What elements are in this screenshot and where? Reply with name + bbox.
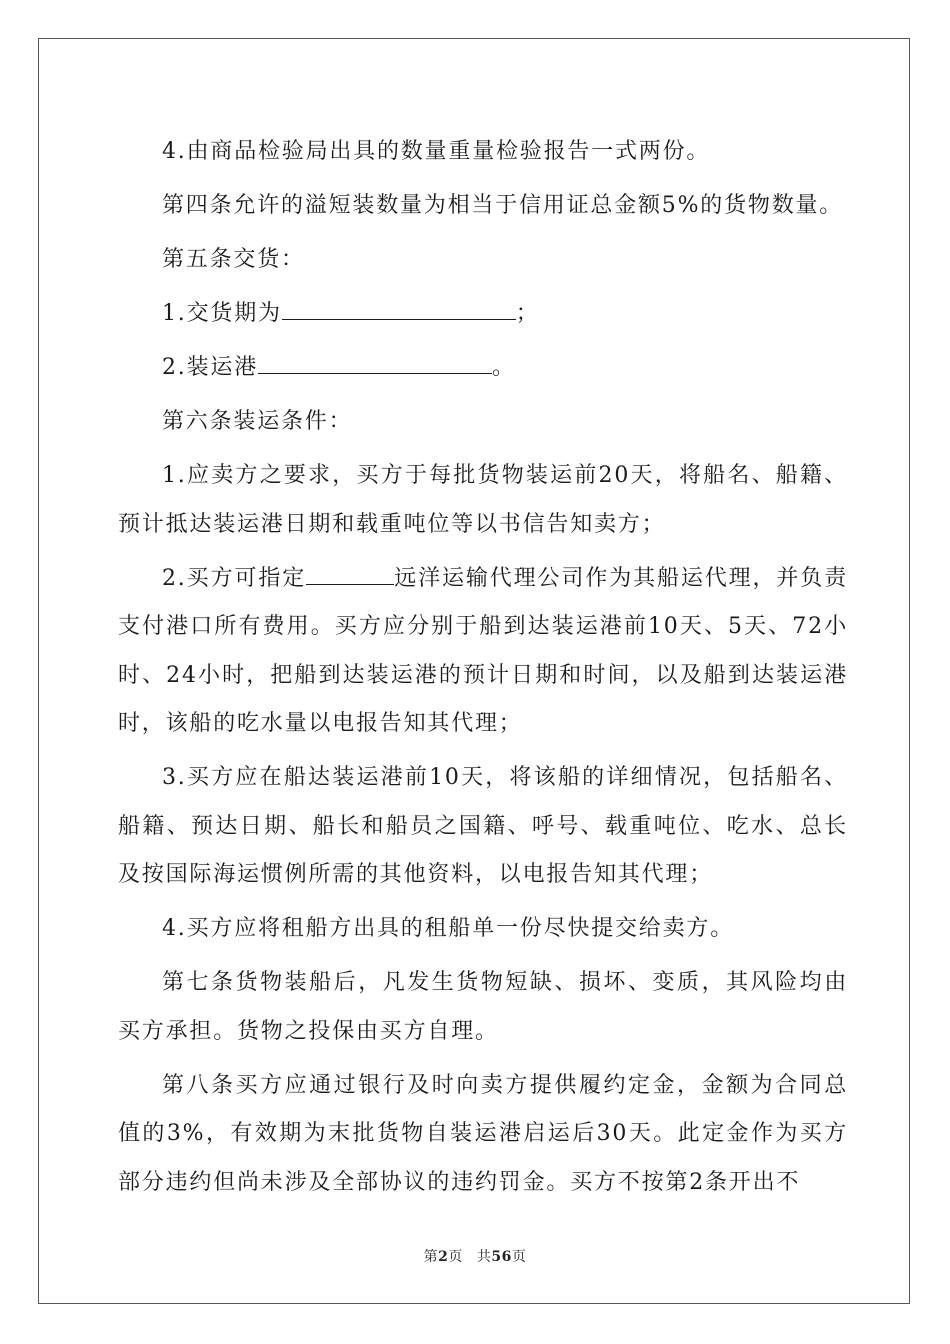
delivery-period-punct: ； xyxy=(515,301,540,326)
shipping-agent-blank xyxy=(306,560,394,585)
paragraph-article-5-heading: 第五条交货： xyxy=(162,247,305,272)
paragraph-article-7: 第七条货物装船后，凡发生货物短缺、损坏、变质，其风险均由买方承担。货物之投保由买方自理。 xyxy=(118,970,848,1044)
paragraph-shipping-agent xyxy=(118,555,848,749)
shipping-agent-label: 2.买方可指定 xyxy=(162,565,307,591)
loading-port-punct: 。 xyxy=(492,355,516,380)
document-body xyxy=(118,128,848,1213)
delivery-period-blank xyxy=(282,295,516,320)
page-prefix: 第 xyxy=(423,1249,439,1265)
shipping-agent-text: 远洋运输代理公司作为其船运代理，并负责支付港口所有费用。买方应分别于船到达装运港前10天、5天、72小时、24小时，把船到达装运港的预计日期和时间，以及船到达装运港时，该船的吃水量以电报告知其代理； xyxy=(118,565,849,736)
loading-port-blank xyxy=(258,349,492,374)
page-footer xyxy=(0,1246,950,1266)
paragraph-article-8: 第八条买方应通过银行及时向卖方提供履约定金，金额为合同总值的3%，有效期为末批货物自装运港启运后30天。此定金作为买方部分违约但尚未涉及全部协议的违约罚金。买方不按第2条开出不 xyxy=(118,1072,848,1195)
paragraph-shipping-notice: 1.应卖方之要求，买方于每批货物装运前20天，将船名、船籍、预计抵达装运港日期和载重吨位等以书信告知卖方； xyxy=(118,463,848,537)
total-prefix: 共 xyxy=(476,1249,492,1265)
page-number: 2 xyxy=(438,1249,449,1265)
paragraph-loading-port xyxy=(118,344,848,393)
paragraph-article-4: 第四条允许的溢短装数量为相当于信用证总金额5%的货物数量。 xyxy=(162,193,844,218)
paragraph-inspection-report: 4.由商品检验局出具的数量重量检验报告一式两份。 xyxy=(162,139,711,164)
paragraph-vessel-details: 3.买方应在船达装运港前10天，将该船的详细情况，包括船名、船籍、预达日期、船长和船员之国籍、呼号、载重吨位、吃水、总长及按国际海运惯例所需的其他资料，以电报告知其代理； xyxy=(118,765,848,887)
delivery-period-label: 1.交货期为 xyxy=(162,301,282,326)
total-suffix: 页 xyxy=(511,1249,527,1265)
paragraph-delivery-period xyxy=(118,290,848,339)
page-suffix: 页 xyxy=(448,1249,463,1265)
total-pages: 56 xyxy=(491,1249,512,1265)
paragraph-charter-party: 4.买方应将租船方出具的租船单一份尽快提交给卖方。 xyxy=(162,916,734,941)
paragraph-article-6-heading: 第六条装运条件： xyxy=(162,409,353,434)
loading-port-label: 2.装运港 xyxy=(162,355,258,380)
